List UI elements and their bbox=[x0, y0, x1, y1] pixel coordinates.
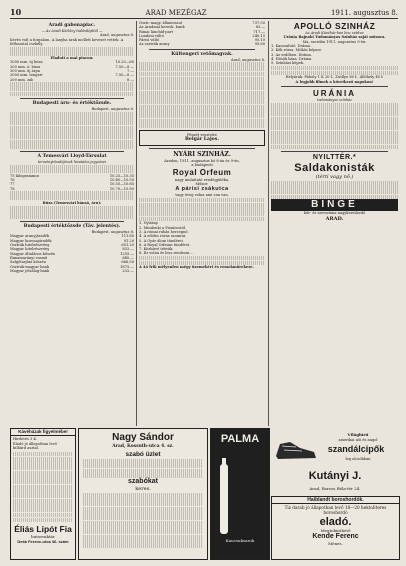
price-row-value: 8 — bbox=[126, 77, 134, 82]
list-item: 8. Ez volna és lesz rendezni... bbox=[139, 251, 193, 256]
price-row-label: Osztrák hitelrészvény bbox=[10, 243, 50, 248]
list-item: 2. Mindenki a Pionírostól. bbox=[139, 225, 187, 230]
price-row-value: 7.— bbox=[126, 68, 134, 73]
price-row-value: 83.— bbox=[255, 25, 265, 30]
barrel-ad-title: Haiblandt boroshordók. bbox=[272, 497, 399, 504]
tailor-ad-text: keres. bbox=[135, 486, 151, 493]
list-item: 1. Nyitány. bbox=[139, 221, 159, 226]
shoe-firm: Kutányi J. bbox=[308, 470, 362, 482]
exchange-rate-list bbox=[139, 21, 265, 47]
price-row-label: 76 bbox=[10, 178, 15, 183]
program-label: Műsor: bbox=[195, 181, 209, 186]
price-row-value: 1875.— bbox=[120, 264, 134, 269]
price-row-label: 2000 mm. tengeri bbox=[10, 73, 43, 78]
theater-intro: a budapesti bbox=[191, 163, 213, 168]
theater-subtitle: nagy mulattató vendégjátéka. bbox=[174, 177, 230, 182]
list-item: 5. A Gyár álom tündérei. bbox=[139, 238, 184, 243]
shoe-price: leg olcsóbban bbox=[345, 457, 371, 461]
price-row-label: Magyar általános kőszén bbox=[10, 251, 56, 256]
urania-logo: URÁNIA bbox=[312, 88, 357, 98]
barrel-ad bbox=[271, 496, 400, 560]
price-row-value: 91.20 bbox=[123, 238, 134, 243]
price-row-label: Az Aradmai keresk. bank bbox=[139, 25, 185, 30]
palma-ad-sub: Kaucsuksarok bbox=[225, 538, 255, 543]
price-row-label: Magyar koronajáradék bbox=[10, 238, 52, 243]
apollo-note: A legjobb filmek a következő napokon! bbox=[295, 79, 374, 84]
section-title: Budapesti áru- és értéktőzsde. bbox=[32, 100, 112, 106]
theater-title: NYÁRI SZINHÁZ. bbox=[173, 151, 231, 158]
theater-date: Aradon, 1911. augusztus hó 8-án és 9-én, bbox=[164, 159, 240, 163]
list-item: Eladó jó állapotban levő bbox=[13, 441, 57, 446]
apollo-date: Ma, szerdán 1911. augusztus 9-én: bbox=[302, 39, 367, 44]
page-header bbox=[10, 6, 398, 19]
apollo-prices: Helyárak: Páholy 1 K 20 f., Zsöllye 80 f., Állóhely 40 f. bbox=[285, 75, 384, 80]
list-item: 2. Kék rózsa. Mókás képsor. bbox=[271, 48, 322, 53]
price-row-value: 737.50 bbox=[252, 21, 265, 25]
program-acts bbox=[139, 221, 265, 255]
saldak-subtitle: (térti vagy nő.) bbox=[315, 174, 354, 181]
price-row-value: 232.— bbox=[122, 268, 134, 273]
section-title: Kültengeri vetőmagvak. bbox=[171, 51, 233, 57]
shoe-illustration bbox=[274, 434, 318, 462]
price-row-value: 10.25—60 bbox=[115, 60, 134, 65]
price-row-label: Osztr.-magy. államvasut bbox=[139, 21, 183, 25]
cafe-ad-sub: butorraktár bbox=[31, 533, 55, 539]
price-row bbox=[10, 269, 134, 273]
apollo-program bbox=[271, 44, 398, 65]
list-item: 4. Hősök háza. Dráma. bbox=[271, 56, 313, 61]
market-price-list bbox=[10, 174, 134, 191]
tailor-ad-headline: szabókat bbox=[128, 478, 158, 486]
price-row-value: 95.10 bbox=[254, 38, 265, 43]
barrel-ad-name: Kende Ferenc bbox=[312, 533, 359, 540]
shoe-title: Világhírű bbox=[347, 432, 369, 437]
price-row-value: 111.80 bbox=[121, 234, 134, 239]
price-row-label: Magyar hitelrészvény bbox=[10, 247, 50, 252]
urania-subtitle: tudományos színház bbox=[317, 97, 352, 102]
section-subtitle: — Az Aradi Közlöny tudósítójától — bbox=[41, 29, 103, 33]
price-row-value: 10.70—10.80 bbox=[109, 186, 134, 191]
section-title: Budapesti értéktőzsde (Táv. jelentés). bbox=[23, 224, 121, 230]
price-row-value: 651.25 bbox=[121, 243, 134, 248]
grain-price-list bbox=[10, 60, 134, 81]
column-3 bbox=[271, 21, 398, 222]
shoe-headline: szandálcipők bbox=[327, 444, 385, 454]
price-row bbox=[10, 78, 134, 82]
article-text: Kevés volt a forgalom. A lanyha árak mellett keveset vettek. A felhozatal csekély. bbox=[10, 37, 124, 46]
tailor-ad-shop: szabó üzlet bbox=[125, 451, 161, 458]
shoe-address: Arad, Boross Béla-tér 24. bbox=[309, 486, 361, 491]
price-row-value: 832.— bbox=[122, 247, 134, 252]
apollo-subtitle: Az Aradi Kávéház-ban lesz vetítve bbox=[305, 31, 364, 35]
section-date: Arad, augusztus 8. bbox=[99, 33, 134, 38]
barrel-ad-headline: eladó. bbox=[319, 516, 352, 528]
price-row-label: Rimai lánchíd-part bbox=[139, 29, 173, 34]
notice-line: Pénzét vesztette bbox=[187, 132, 217, 137]
program-subtitle: vagy üveg volna ami van van. bbox=[175, 193, 229, 198]
list-item: 5. Színházi képek. bbox=[271, 61, 305, 66]
apollo-program-title: Uránia Bajnoki Tudományos Színház saját műsora. bbox=[283, 35, 386, 40]
section-date: Budapest, augusztus 8. bbox=[91, 230, 134, 235]
price-row-label: Londoni váltó bbox=[139, 33, 164, 38]
price-row-label: 75 kilogrammos bbox=[10, 173, 40, 178]
price-row-label: 200 mm. zab bbox=[10, 77, 34, 82]
price-row-label: Az osztrák arany bbox=[139, 42, 170, 47]
section-subtitle: terménytőzsdéjének hivatalos jegyzései bbox=[37, 159, 107, 164]
price-row-value: 1255.— bbox=[120, 251, 134, 256]
page-number: 10 bbox=[10, 7, 22, 17]
tailor-ad-title: Nagy Sándor bbox=[112, 432, 174, 443]
price-row-value: 10.25—10.35 bbox=[109, 173, 134, 178]
price-row-value: 640.— bbox=[122, 255, 134, 260]
nyiltter-heading: NYILTTÉR.* bbox=[312, 154, 357, 162]
cafe-ad-title: Kávéházak figyelmébe! bbox=[11, 429, 75, 436]
theater-company: Royal Orfeum bbox=[172, 167, 232, 177]
shoe-subtitle: amerikai női és angol bbox=[338, 438, 378, 442]
column-1 bbox=[10, 21, 134, 273]
issue-date: 1911. augusztus 8. bbox=[330, 9, 398, 17]
price-row-label: Magyar jelzálog-bank bbox=[10, 268, 50, 273]
barrel-ad-text: Tiz darab jó állapotban levő 18—20 hektoliteres boroshordó bbox=[284, 505, 387, 515]
notice-title: Belgár Lajos. bbox=[185, 137, 219, 142]
price-row-value: 666.50 bbox=[121, 260, 134, 265]
barrel-ad-city: Ménes. bbox=[328, 541, 343, 546]
stock-price-list bbox=[10, 234, 134, 273]
newspaper-title: ARAD MEZÉGAZ bbox=[145, 9, 207, 17]
column-divider bbox=[136, 21, 137, 426]
price-row-value: 7.50—8 — bbox=[115, 73, 134, 78]
list-item: 3. Az erdőben. Dráma. bbox=[271, 52, 312, 57]
list-item: 7. Közhírré tétetik. bbox=[139, 247, 174, 252]
cafe-ad-firm: Éliás Lipót Fia bbox=[14, 523, 72, 534]
price-row-label: 77 bbox=[10, 182, 15, 187]
price-row-label: 200 mm. ó. búza bbox=[10, 64, 41, 69]
market-subtitle: Búza (Temesvári bánsá, áru): bbox=[42, 200, 102, 205]
list-item: 4. A zöldes rózsa szomrai. bbox=[139, 234, 187, 239]
section-date: Arad, augusztus 8. bbox=[230, 57, 265, 62]
price-row-value: 10.40—10.50 bbox=[109, 178, 134, 183]
list-item: 1. Kasszafutó. Dráma. bbox=[271, 44, 312, 48]
cafe-ad-lines bbox=[11, 436, 75, 452]
program-note: A 44 frik mélyenfen mégy üzemekért és remekműrekeze. bbox=[139, 265, 254, 270]
notice-box bbox=[139, 130, 265, 146]
price-row bbox=[139, 42, 265, 46]
list-item: 6. A Royal Orfeum tündérei. bbox=[139, 242, 191, 247]
price-row-label: 78 bbox=[10, 186, 15, 191]
price-row-label: Salgótarjáni kőszén bbox=[10, 260, 46, 265]
section-title: A Temesvári Lloyd-Társulat bbox=[37, 153, 107, 159]
price-row-value: 7.50—8 — bbox=[115, 64, 134, 69]
tailor-ad bbox=[78, 428, 208, 560]
price-row-value: 240.15 bbox=[252, 33, 265, 38]
section-title: Aradi gabonapiac. bbox=[48, 23, 96, 28]
price-row-value: 95.60 bbox=[254, 42, 265, 47]
price-row-label: Párisi váltó bbox=[139, 38, 160, 43]
apollo-logo: APOLLÓ SZINHÁZ bbox=[293, 21, 376, 31]
cafe-ad-address: Deák Ferenc-utca 36. szám bbox=[17, 538, 69, 544]
section-date: Budapest, augusztus 8. bbox=[91, 106, 134, 111]
list-item: Hirdetés 3 K. bbox=[13, 437, 38, 441]
saldak-heading: Saldakonisták bbox=[294, 162, 375, 175]
binge-subtitle: bőr- és szerszáma nagykereskedő bbox=[303, 211, 366, 216]
price-row-value: 10.55—10.65 bbox=[109, 182, 134, 187]
heel-illustration bbox=[214, 458, 234, 544]
palma-ad-title: PALMA bbox=[220, 433, 260, 445]
column-2 bbox=[139, 21, 265, 270]
list-item: billiárd asztal. bbox=[13, 446, 39, 450]
price-row-label: Rimamurányi vasmű bbox=[10, 255, 48, 260]
tailor-ad-address: Arad, Kossuth-utca 4. sz. bbox=[112, 444, 174, 449]
program-title: A párisi zsákutca bbox=[175, 186, 229, 193]
binge-heading: BINGE bbox=[271, 199, 398, 211]
cafe-ad bbox=[10, 428, 76, 560]
barrel-ad-sub: Megtekinthető bbox=[320, 528, 351, 533]
list-item: 3. A római ruhás hercegnő. bbox=[139, 229, 189, 234]
price-row-value: 717.— bbox=[253, 29, 265, 34]
price-row bbox=[10, 187, 134, 191]
price-row-label: 1000 mm. új búza bbox=[10, 60, 43, 65]
price-row-label: Magyar aranyjáradék bbox=[10, 234, 50, 239]
binge-city: ARAD. bbox=[325, 215, 344, 222]
column-divider bbox=[268, 21, 269, 426]
price-row-label: Osztrák-magyar bank bbox=[10, 264, 50, 269]
price-row-label: 300 mm. új árpa bbox=[10, 68, 40, 73]
grain-title: Eladott a mai piacon: bbox=[50, 56, 94, 61]
